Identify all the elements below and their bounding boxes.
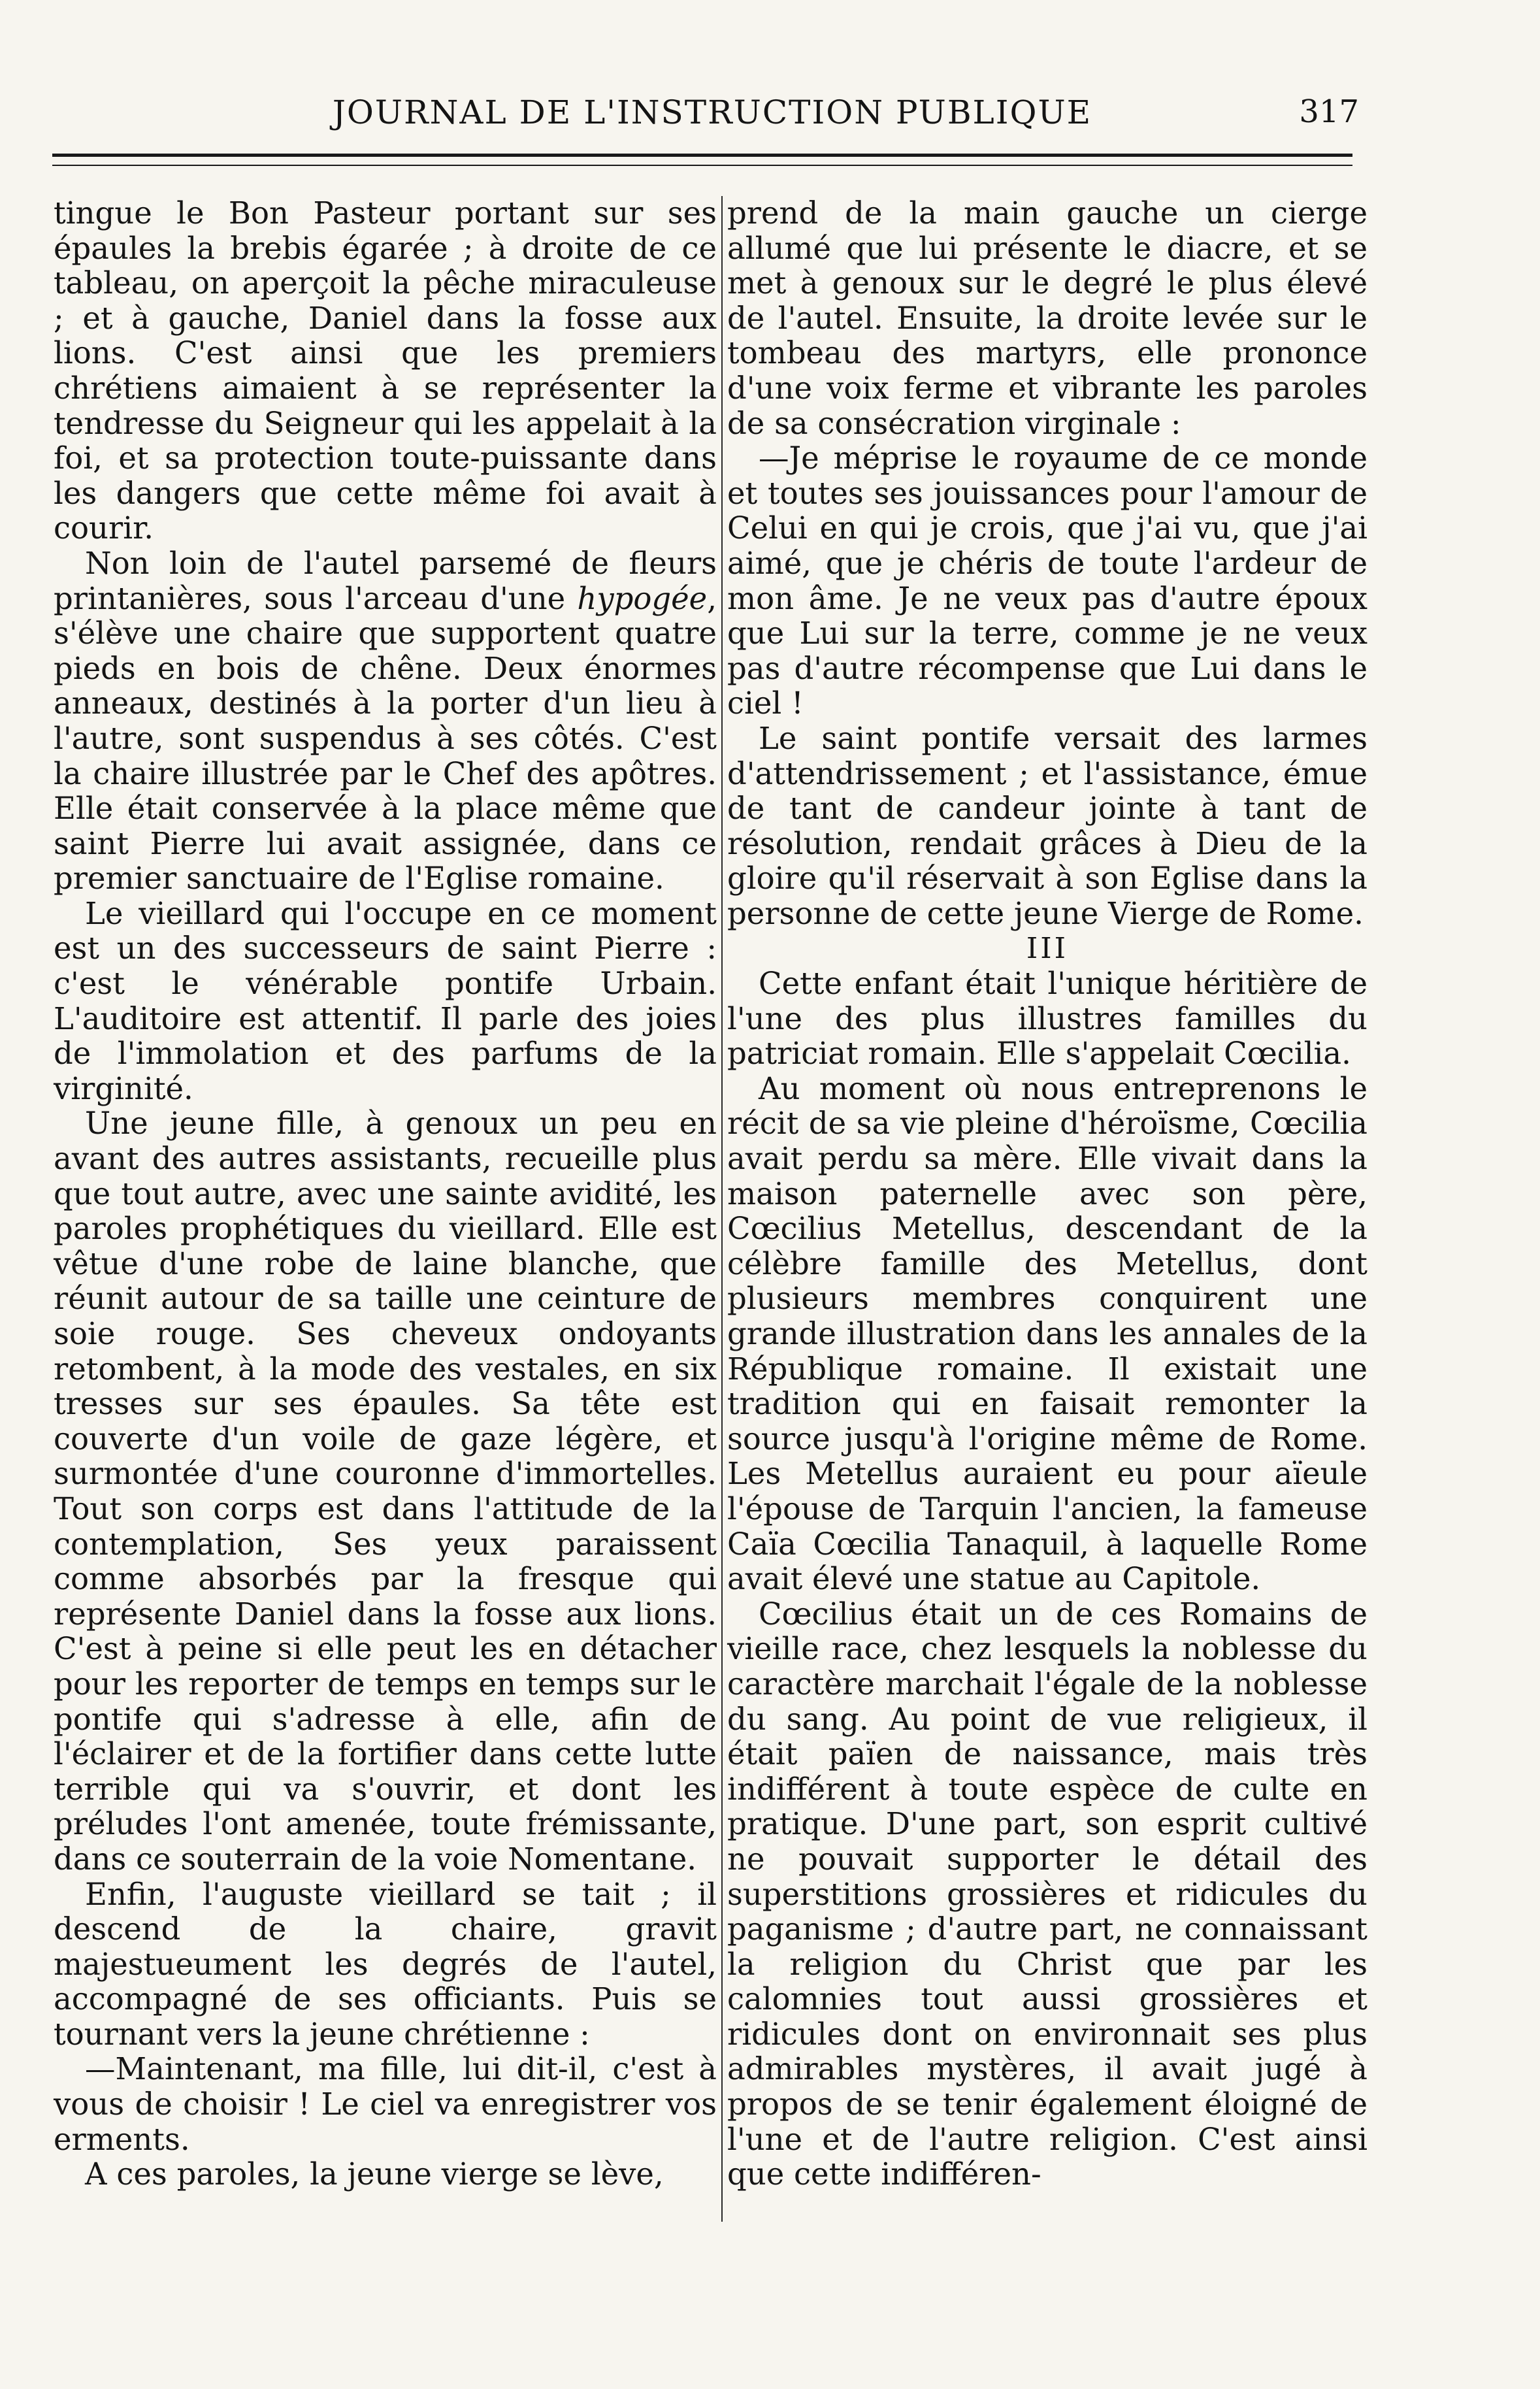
paragraph: prend de la main gauche un cierge allumé que lui présente le diacre, et se met à genoux sur le degré le plus élevé de l'autel. Ensuite, la droite levée sur le tombeau des martyrs, elle prononce d'une voix ferme et vibrante les paroles de sa consécration virginale : [727,195,1368,441]
paragraph: —Je méprise le royaume de ce monde et toutes ses jouissances pour l'amour de Celui en qui je crois, que j'ai vu, que j'ai aimé, que je chéris de toute l'ardeur de mon âme. Je ne veux pas d'autre époux que Lui sur la terre, comme je ne veux pas d'autre récompense que Lui dans le ciel ! [727,440,1368,721]
paragraph: —Maintenant, ma fille, lui dit-il, c'est à vous de choisir ! Le ciel va enregistrer vos erments. [54,2051,717,2157]
right-column [727,196,1368,2192]
left-column [54,196,717,2192]
header-rule-thin [52,165,1352,166]
italic-term: hypogée [577,580,708,616]
paragraph: Le vieillard qui l'occupe en ce moment est un des successeurs de saint Pierre : c'est le vénérable pontife Urbain. L'auditoire est attentif. Il parle des joies de l'immolation et des parfums de la virginité. [54,895,717,1106]
paragraph: Enfin, l'auguste vieillard se tait ; il descend de la chaire, gravit majestueument les degrés de l'autel, accompagné de ses officiants. Puis se tournant vers la jeune chrétienne : [54,1876,717,2052]
paragraph: A ces paroles, la jeune vierge se lève, [85,2156,664,2192]
paragraph: Une jeune fille, à genoux un peu en avant des autres assistants, recueille plus que tout autre, avec une sainte avidité, les paroles prophétiques du vieillard. Elle est vêtue d'une robe de laine blanche, que réunit autour de sa taille une ceinture de soie rouge. Ses cheveux ondoyants retombent, à la mode des vestales, en six tresses sur ses épaules. Sa tête est couverte d'un voile de gaze légère, et surmontée d'une couronne d'immortelles. Tout son corps est dans l'attitude de la contemplation, Ses yeux paraissent comme absorbés par la fresque qui représente Daniel dans la fosse aux lions. C'est à peine si elle peut les en détacher pour les reporter de temps en temps sur le pontife qui s'adresse à elle, afin de l'éclairer et de la fortifier dans cette lutte terrible qui va s'ouvrir, et dont les préludes l'ont amenée, toute frémissante, dans ce souterrain de la voie Nomentane. [54,1106,717,1877]
paragraph: Cette enfant était l'unique héritière de l'une des plus illustres familles du patriciat romain. Elle s'appelait Cœcilia. [727,966,1368,1072]
column-divider [721,196,723,2222]
running-header [46,88,1379,147]
paragraph: Le saint pontife versait des larmes d'attendrissement ; et l'assistance, émue de tant de candeur jointe à tant de résolution, rendait grâces à Dieu de la gloire qu'il réservait à son Eglise dans la personne de cette jeune Vierge de Rome. [727,720,1368,931]
paragraph-text: Non loin de l'autel parsemé de fleurs printanières, sous l'arceau d'une [54,545,717,616]
paragraph-text: , s'élève une chaire que supportent quatre pieds en bois de chêne. Deux énormes anneaux, destinés à la porter d'un lieu à l'autre, sont suspendus à ses côtés. C'est la chaire illustrée par le Chef des apôtres. Elle était conservée à la place même que saint Pierre lui avait assignée, dans ce premier sanctuaire de l'Eglise romaine. [54,580,717,897]
page-number: 317 [1299,93,1359,130]
section-heading: III [1026,932,1069,966]
running-title: JOURNAL DE L'INSTRUCTION PUBLIQUE [332,93,1092,131]
paragraph: Au moment où nous entreprenons le récit de sa vie pleine d'héroïsme, Cœcilia avait perdu sa mère. Elle vivait dans la maison paternelle avec son père, Cœcilius Metellus, descendant de la célèbre famille des Metellus, dont plusieurs membres conquirent une grande illustration dans les annales de la République romaine. Il existait une tradition qui en faisait remonter la source jusqu'à l'origine même de Rome. Les Metellus auraient eu pour aïeule l'épouse de Tarquin l'ancien, la fameuse Caïa Cœcilia Tanaquil, à laquelle Rome avait élevé une statue au Capitole. [727,1070,1368,1597]
header-rule-thick [52,154,1352,157]
paragraph: tingue le Bon Pasteur portant sur ses épaules la brebis égarée ; à droite de ce tableau, on aperçoit la pêche miraculeuse ; et à gauche, Daniel dans la fosse aux lions. C'est ainsi que les premiers chrétiens aimaient à se représenter la tendresse du Seigneur qui les appelait à la foi, et sa protection toute-puissante dans les dangers que cette même foi avait à courir. [54,195,717,546]
paragraph: Cœcilius était un de ces Romains de vieille race, chez lesquels la noblesse du caractère marchait l'égale de la noblesse du sang. Au point de vue religieux, il était païen de naissance, mais très indifférent à toute espèce de culte en pratique. D'une part, son esprit cultivé ne pouvait supporter le détail des superstitions grossières et ridicules du paganisme ; d'autre part, ne connaissant la religion du Christ que par les calomnies tout aussi grossières et ridicules dont on environnait ses plus admirables mystères, il avait jugé à propos de se tenir également éloigné de l'une et de l'autre religion. C'est ainsi que cette indifféren- [727,1596,1368,2192]
paragraph [54,546,717,897]
